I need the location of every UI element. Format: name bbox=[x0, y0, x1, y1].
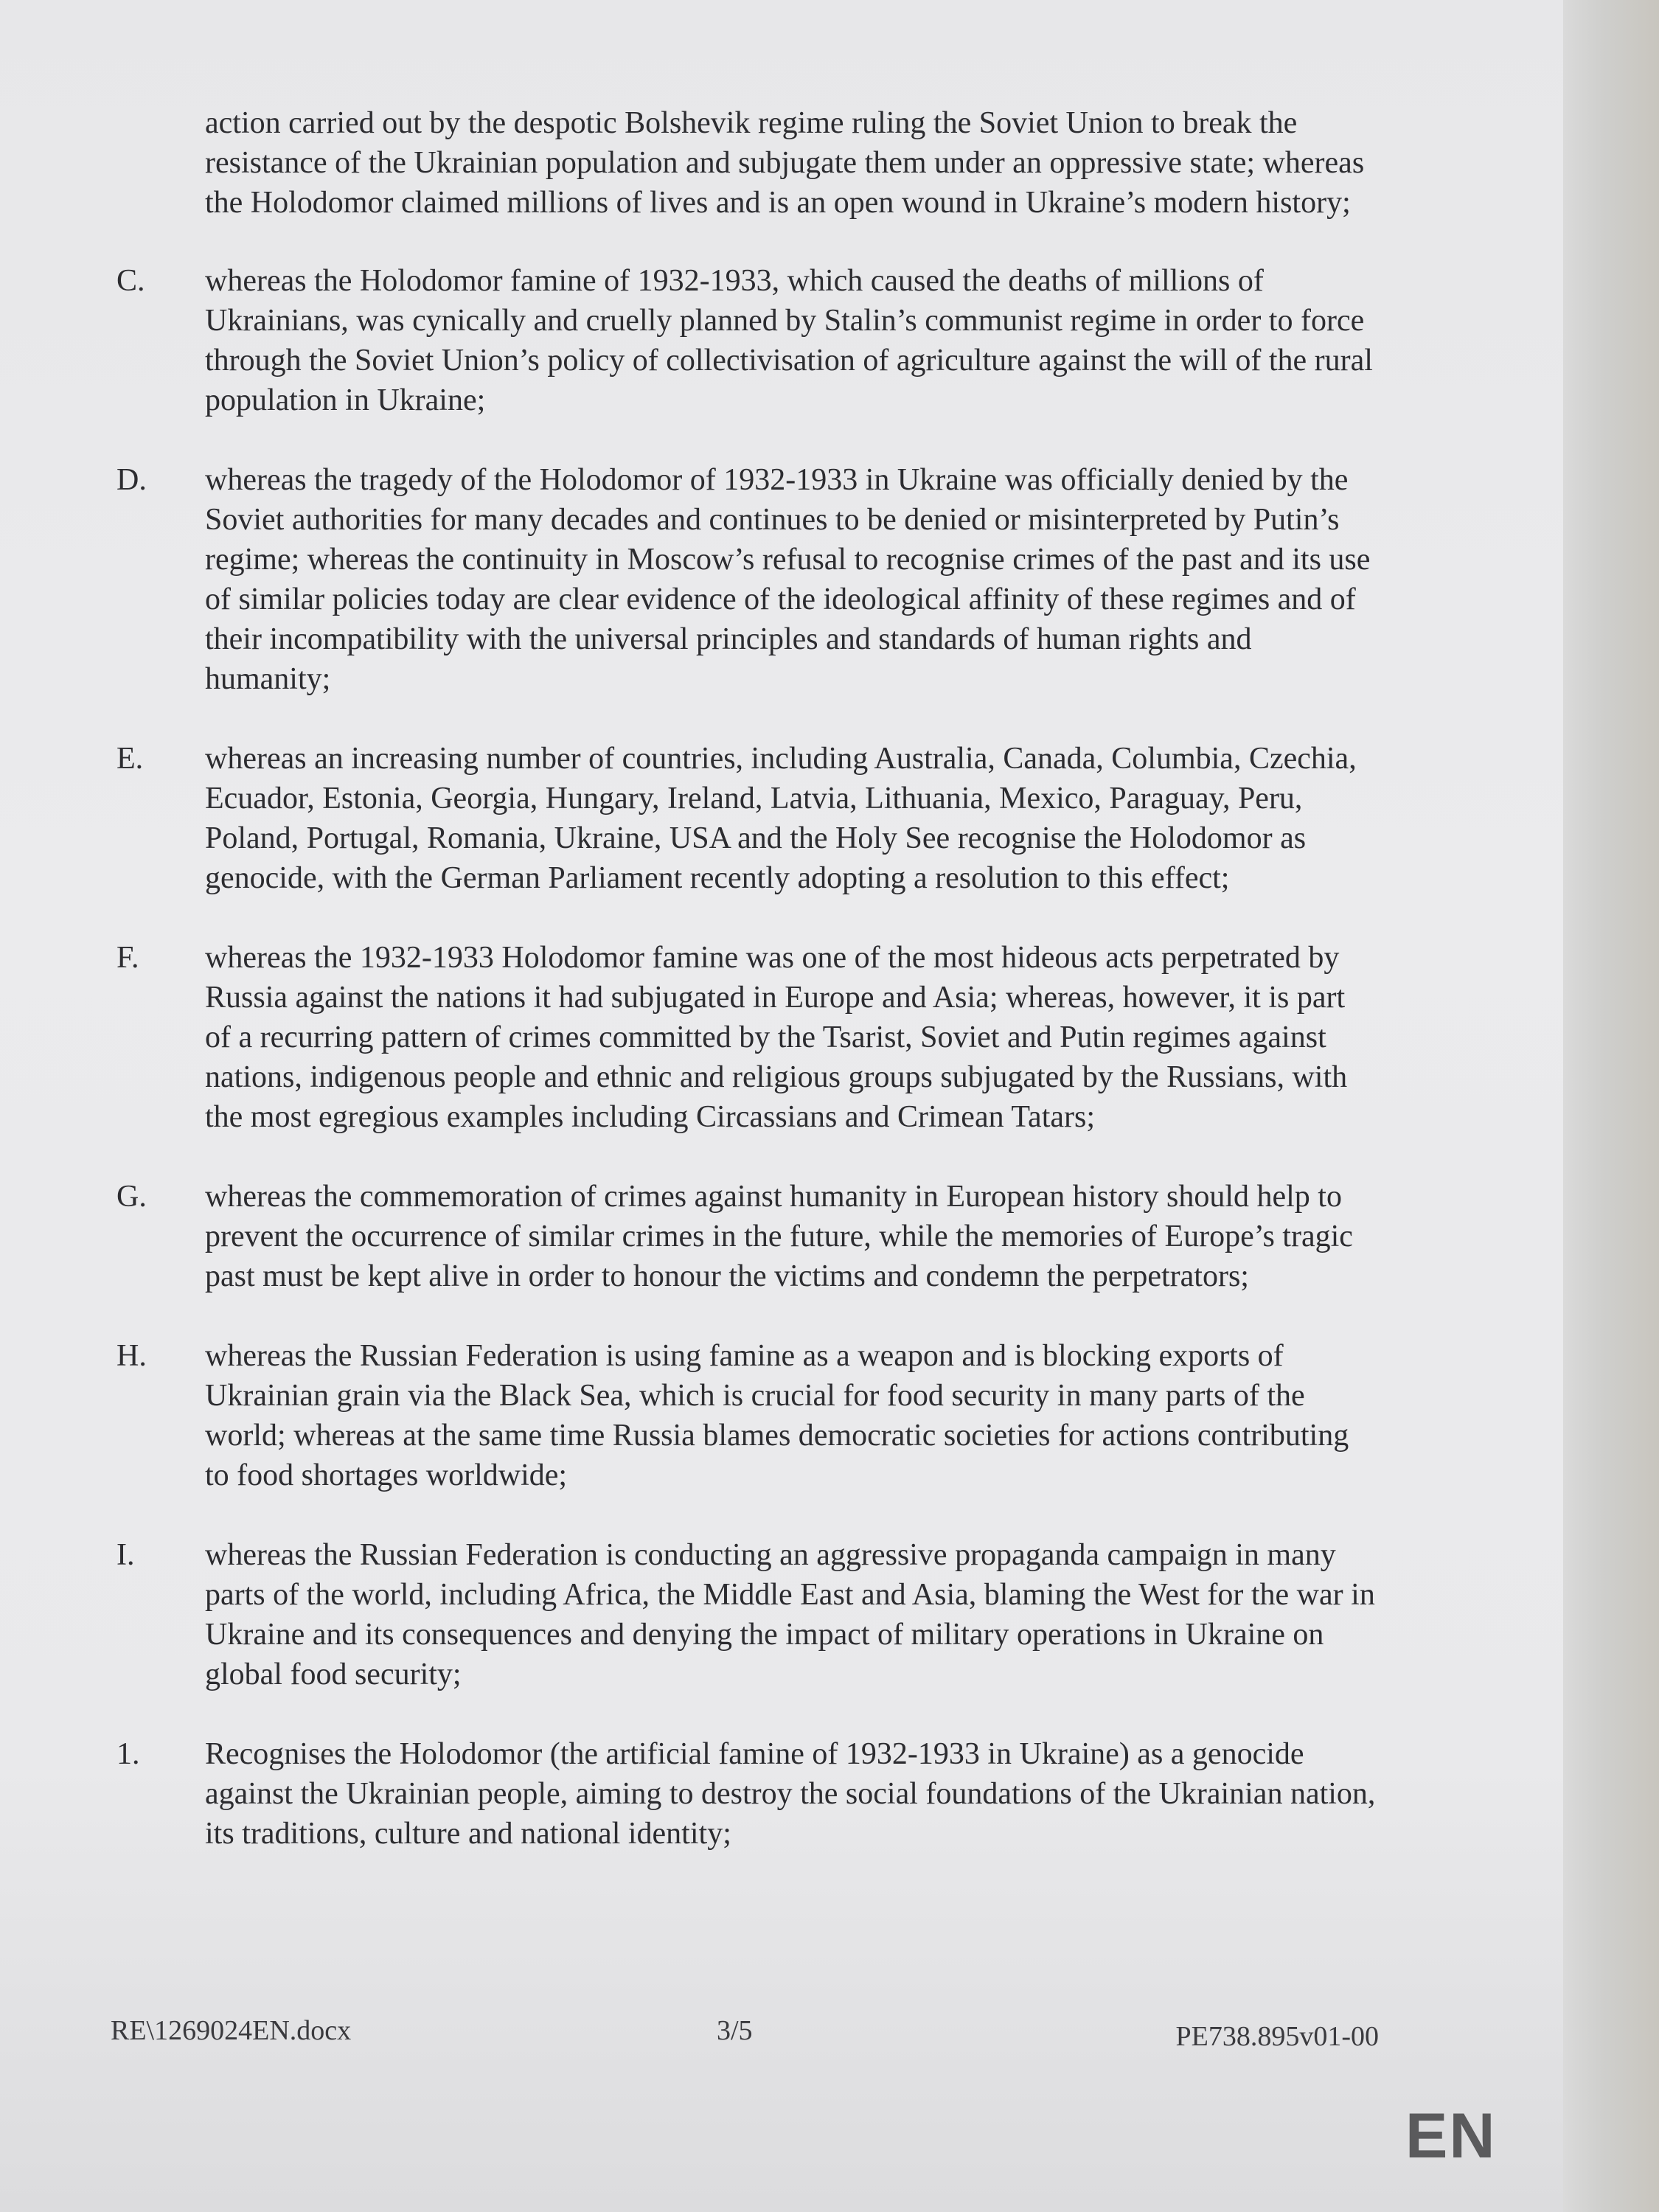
recital-marker: H. bbox=[116, 1339, 147, 1373]
recital-i bbox=[111, 1535, 1379, 1694]
recital-marker: E. bbox=[116, 742, 144, 776]
recital-text: whereas an increasing number of countries, including Australia, Canada, Columbia, Czechia, Ecuador, Estonia, Georgia, Hungary, Ireland, Latvia, Lithuania, Mexico, Paraguay, Peru, Poland, Portugal, Romania, Ukraine, USA and the Holy See recognise the Holodomor as genocide, with the German Parliament recently adopting a resolution to this effect; bbox=[205, 742, 1357, 895]
recital-g bbox=[111, 1177, 1379, 1296]
page-edge-shadow bbox=[1563, 0, 1659, 2212]
recital-h bbox=[111, 1336, 1379, 1495]
recital-text: whereas the commemoration of crimes against humanity in European history should help to prevent the occurrence of similar crimes in the future, while the memories of Europe’s tragic past must be kept alive in order to honour the victims and condemn the perpetrators; bbox=[205, 1180, 1353, 1293]
recital-text: whereas the tragedy of the Holodomor of 1932-1933 in Ukraine was officially denied by the Soviet authorities for many decades and continues to be denied or misinterpreted by Putin’s regime; whereas the continuity in Moscow’s refusal to recognise crimes of the past and its use of similar policies today are clear evidence of the ideological affinity of these regimes and of their incompatibility with the universal principles and standards of human rights and humanity; bbox=[205, 463, 1371, 696]
document-body bbox=[111, 103, 1379, 1893]
recital-text: whereas the Holodomor famine of 1932-1933, which caused the deaths of millions of Ukrainians, was cynically and cruelly planned by Stalin’s communist regime in order to force through the Soviet Union’s policy of collectivisation of agriculture against the will of the rural population in Ukraine; bbox=[205, 264, 1373, 417]
recital-marker: I. bbox=[116, 1538, 135, 1572]
recital-marker: F. bbox=[116, 941, 139, 975]
recital-c bbox=[111, 261, 1379, 420]
paragraph-1 bbox=[111, 1734, 1379, 1854]
recital-f bbox=[111, 938, 1379, 1137]
footer-file-name: RE\1269024EN.docx bbox=[111, 2015, 352, 2046]
paragraph-text: Recognises the Holodomor (the artificial famine of 1932-1933 in Ukraine) as a genocide against the Ukrainian people, aiming to destroy the social foundations of the Ukrainian nation, its traditions, culture and national identity; bbox=[205, 1737, 1376, 1851]
paragraph-marker: 1. bbox=[116, 1737, 140, 1771]
recital-marker: C. bbox=[116, 264, 145, 298]
recital-text: whereas the 1932-1933 Holodomor famine was one of the most hideous acts perpetrated by Russia against the nations it had subjugated in Europe and Asia; whereas, however, it is part of a recurring pattern of crimes committed by the Tsarist, Soviet and Putin regimes against nations, indigenous people and ethnic and religious groups subjugated by the Russians, with the most egregious examples including Circassians and Crimean Tatars; bbox=[205, 941, 1348, 1134]
recital-text: whereas the Russian Federation is conducting an aggressive propaganda campaign in many parts of the world, including Africa, the Middle East and Asia, blaming the West for the war in Ukraine and its consequences and denying the impact of military operations in Ukraine on global food security; bbox=[205, 1538, 1375, 1691]
language-code: EN bbox=[1405, 2101, 1497, 2171]
recital-e bbox=[111, 739, 1379, 898]
recital-text: whereas the Russian Federation is using famine as a weapon and is blocking exports of Ukrainian grain via the Black Sea, which is crucial for food security in many parts of the world; whereas at the same time Russia blames democratic societies for actions contributing to food shortages worldwide; bbox=[205, 1339, 1349, 1492]
page-footer bbox=[111, 2014, 1379, 2051]
footer-reference: PE738.895v01-00 bbox=[1175, 2021, 1379, 2052]
recital-marker: G. bbox=[116, 1180, 147, 1214]
intro-paragraph: action carried out by the despotic Bolshevik regime ruling the Soviet Union to break the resistance of the Ukrainian population and subjugate them under an oppressive state; whereas the Holodomor claimed millions of lives and is an open wound in Ukraine’s modern history; bbox=[205, 106, 1365, 220]
recital-d bbox=[111, 460, 1379, 699]
recital-marker: D. bbox=[116, 463, 147, 497]
footer-page-number: 3/5 bbox=[717, 2015, 753, 2046]
